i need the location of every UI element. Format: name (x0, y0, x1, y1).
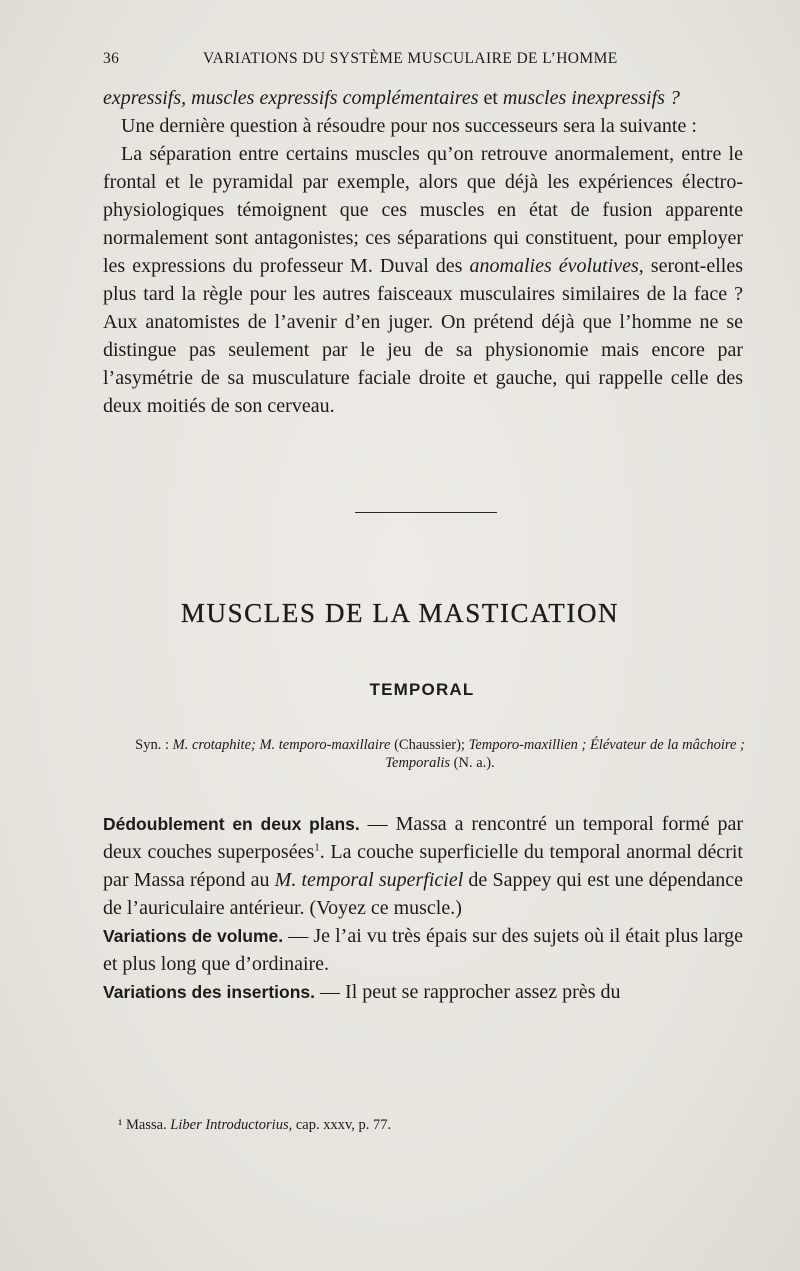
synonyms (120, 736, 760, 772)
text-run: et (478, 87, 503, 109)
muscle-title: TEMPORAL (369, 680, 475, 699)
variation-insertions (103, 978, 743, 1006)
italic-term: Temporo-maxillien ; Élévateur de la mâchoire ; Temporalis (385, 737, 745, 771)
italic-term: muscles inexpressifs ? (502, 87, 680, 109)
continued-line (103, 84, 743, 112)
italic-term: anomalies évolutives, (469, 255, 644, 277)
variation-heading: Variations des insertions. (103, 982, 316, 1002)
text-run: . La couche superficielle du temporal anormal décrit par Massa répond au (103, 841, 743, 891)
text-run: Massa. (122, 1117, 171, 1133)
text-run: — Je l’ai vu très épais sur des sujets où il était plus large et plus long que d’ordinaire. (103, 925, 744, 975)
paragraph-question: Une dernière question à résoudre pour nos successeurs sera la suivante : (121, 115, 697, 137)
text-run: de Sappey qui est une dépendance de l’auriculaire antérieur. (Voyez ce muscle.) (103, 869, 743, 919)
running-title: VARIATIONS DU SYSTÈME MUSCULAIRE DE L’HOMME (203, 50, 618, 67)
variation-heading: Variations de volume. (103, 926, 284, 946)
running-header (103, 50, 743, 74)
text-run: — Il peut se rapprocher assez près du (315, 981, 621, 1003)
footnote-mark: ¹ (118, 1117, 123, 1133)
text-run: seront-elles plus tard la règle pour les autres faisceaux musculaires similaires de la face ? Aux anatomistes de l’avenir d’en juger. On prétend déjà que l’homme ne se distingue pas seulement par le jeu de sa physionomie mais encore par l’asymétrie de sa musculature faciale droite et gauche, qui rappelle celle des deux moitiés de son cerveau. (103, 255, 743, 417)
italic-term: Liber Introductorius, (170, 1117, 293, 1133)
text-run: (Chaussier); (390, 737, 469, 753)
footnote-ref[interactable]: 1 (314, 841, 320, 854)
text-run: Syn. : (135, 737, 173, 753)
variation-volume (103, 922, 743, 978)
text-run: (N. a.). (450, 755, 495, 771)
text-run: cap. xxxv, p. 77. (292, 1117, 392, 1133)
text-run: — Massa a rencontré un temporal formé par deux couches superposées (103, 813, 743, 863)
paragraph-separation (103, 140, 743, 420)
italic-term: M. temporal superficiel (274, 869, 464, 891)
section-divider (355, 512, 497, 513)
intro-text (103, 84, 743, 420)
italic-term: expressifs, muscles expressifs complémentaires (103, 87, 479, 109)
variation-dedoublement (103, 810, 743, 922)
page-number: 36 (103, 50, 120, 67)
italic-term: M. crotaphite; M. temporo-maxillaire (172, 737, 391, 753)
variations-text (103, 810, 743, 1006)
text-run: La séparation entre certains muscles qu’on retrouve anormalement, entre le frontal et le pyramidal par exemple, alors que déjà les expériences électro-physiologiques témoignent que ces muscles en état de fusion apparente normalement sont antagonistes; ces séparations qui constituent, pour employer les expressions du professeur M. Duval des (103, 143, 743, 277)
section-title: MUSCLES DE LA MASTICATION (180, 598, 620, 628)
footnote (118, 1116, 738, 1134)
variation-heading: Dédoublement en deux plans. (103, 814, 360, 834)
